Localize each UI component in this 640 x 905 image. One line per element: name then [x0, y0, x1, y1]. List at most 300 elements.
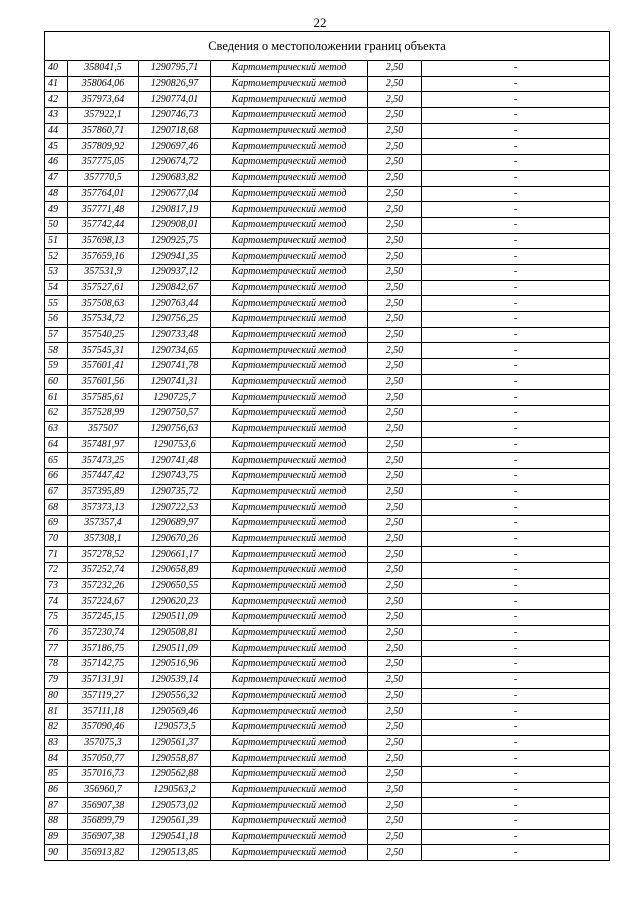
method-cell: Картометрический метод: [211, 672, 368, 688]
method-cell: Картометрический метод: [211, 704, 368, 720]
x-coordinate-cell: 357357,4: [68, 515, 139, 531]
table-row: [45, 500, 610, 516]
table-row: [45, 610, 610, 626]
description-cell: -: [422, 735, 610, 751]
method-cell: Картометрический метод: [211, 578, 368, 594]
accuracy-cell: 2,50: [368, 359, 422, 375]
method-cell: Картометрический метод: [211, 280, 368, 296]
y-coordinate-cell: 1290743,75: [139, 468, 211, 484]
y-coordinate-cell: 1290817,19: [139, 202, 211, 218]
method-cell: Картометрический метод: [211, 563, 368, 579]
point-number-cell: 57: [45, 327, 68, 343]
table-row: [45, 233, 610, 249]
y-coordinate-cell: 1290541,18: [139, 829, 211, 845]
table-row: [45, 421, 610, 437]
x-coordinate-cell: 358064,06: [68, 76, 139, 92]
x-coordinate-cell: 357481,97: [68, 437, 139, 453]
method-cell: Картометрический метод: [211, 594, 368, 610]
description-cell: -: [422, 672, 610, 688]
description-cell: -: [422, 280, 610, 296]
method-cell: Картометрический метод: [211, 202, 368, 218]
accuracy-cell: 2,50: [368, 186, 422, 202]
point-number-cell: 62: [45, 406, 68, 422]
description-cell: -: [422, 421, 610, 437]
method-cell: Картометрический метод: [211, 641, 368, 657]
y-coordinate-cell: 1290689,97: [139, 515, 211, 531]
accuracy-cell: 2,50: [368, 312, 422, 328]
description-cell: -: [422, 264, 610, 280]
point-number-cell: 87: [45, 798, 68, 814]
description-cell: -: [422, 327, 610, 343]
method-cell: Картометрический метод: [211, 421, 368, 437]
method-cell: Картометрический метод: [211, 766, 368, 782]
table-row: [45, 782, 610, 798]
y-coordinate-cell: 1290539,14: [139, 672, 211, 688]
x-coordinate-cell: 357508,63: [68, 296, 139, 312]
point-number-cell: 74: [45, 594, 68, 610]
x-coordinate-cell: 357528,99: [68, 406, 139, 422]
y-coordinate-cell: 1290756,25: [139, 312, 211, 328]
x-coordinate-cell: 357771,48: [68, 202, 139, 218]
method-cell: Картометрический метод: [211, 406, 368, 422]
point-number-cell: 53: [45, 264, 68, 280]
point-number-cell: 51: [45, 233, 68, 249]
accuracy-cell: 2,50: [368, 123, 422, 139]
point-number-cell: 86: [45, 782, 68, 798]
x-coordinate-cell: 357447,42: [68, 468, 139, 484]
y-coordinate-cell: 1290508,81: [139, 625, 211, 641]
y-coordinate-cell: 1290937,12: [139, 264, 211, 280]
y-coordinate-cell: 1290842,67: [139, 280, 211, 296]
table-row: [45, 296, 610, 312]
table-row: [45, 249, 610, 265]
y-coordinate-cell: 1290725,7: [139, 390, 211, 406]
y-coordinate-cell: 1290573,5: [139, 719, 211, 735]
description-cell: -: [422, 437, 610, 453]
description-cell: -: [422, 657, 610, 673]
method-cell: Картометрический метод: [211, 610, 368, 626]
y-coordinate-cell: 1290733,48: [139, 327, 211, 343]
accuracy-cell: 2,50: [368, 563, 422, 579]
x-coordinate-cell: 357230,74: [68, 625, 139, 641]
accuracy-cell: 2,50: [368, 500, 422, 516]
y-coordinate-cell: 1290658,89: [139, 563, 211, 579]
description-cell: -: [422, 359, 610, 375]
x-coordinate-cell: 356907,38: [68, 829, 139, 845]
description-cell: -: [422, 217, 610, 233]
y-coordinate-cell: 1290741,31: [139, 374, 211, 390]
point-number-cell: 42: [45, 92, 68, 108]
table-row: [45, 578, 610, 594]
description-cell: -: [422, 751, 610, 767]
x-coordinate-cell: 357659,16: [68, 249, 139, 265]
method-cell: Картометрический метод: [211, 390, 368, 406]
y-coordinate-cell: 1290756,63: [139, 421, 211, 437]
accuracy-cell: 2,50: [368, 468, 422, 484]
x-coordinate-cell: 357232,26: [68, 578, 139, 594]
method-cell: Картометрический метод: [211, 735, 368, 751]
accuracy-cell: 2,50: [368, 390, 422, 406]
table-row: [45, 155, 610, 171]
description-cell: -: [422, 798, 610, 814]
description-cell: -: [422, 155, 610, 171]
table-row: [45, 312, 610, 328]
accuracy-cell: 2,50: [368, 814, 422, 830]
accuracy-cell: 2,50: [368, 280, 422, 296]
method-cell: Картометрический метод: [211, 249, 368, 265]
x-coordinate-cell: 357308,1: [68, 531, 139, 547]
y-coordinate-cell: 1290750,57: [139, 406, 211, 422]
x-coordinate-cell: 357131,91: [68, 672, 139, 688]
y-coordinate-cell: 1290569,46: [139, 704, 211, 720]
table-row: [45, 484, 610, 500]
y-coordinate-cell: 1290677,04: [139, 186, 211, 202]
point-number-cell: 68: [45, 500, 68, 516]
table-row: [45, 437, 610, 453]
description-cell: -: [422, 625, 610, 641]
table-row: [45, 719, 610, 735]
point-number-cell: 83: [45, 735, 68, 751]
x-coordinate-cell: 357534,72: [68, 312, 139, 328]
x-coordinate-cell: 357186,75: [68, 641, 139, 657]
description-cell: -: [422, 249, 610, 265]
x-coordinate-cell: 357540,25: [68, 327, 139, 343]
x-coordinate-cell: 357585,61: [68, 390, 139, 406]
method-cell: Картометрический метод: [211, 359, 368, 375]
table-row: [45, 170, 610, 186]
x-coordinate-cell: 357473,25: [68, 453, 139, 469]
point-number-cell: 61: [45, 390, 68, 406]
x-coordinate-cell: 357698,13: [68, 233, 139, 249]
table-row: [45, 531, 610, 547]
point-number-cell: 46: [45, 155, 68, 171]
accuracy-cell: 2,50: [368, 249, 422, 265]
method-cell: Картометрический метод: [211, 155, 368, 171]
method-cell: Картометрический метод: [211, 829, 368, 845]
point-number-cell: 52: [45, 249, 68, 265]
accuracy-cell: 2,50: [368, 437, 422, 453]
y-coordinate-cell: 1290763,44: [139, 296, 211, 312]
accuracy-cell: 2,50: [368, 421, 422, 437]
accuracy-cell: 2,50: [368, 343, 422, 359]
y-coordinate-cell: 1290746,73: [139, 108, 211, 124]
y-coordinate-cell: 1290573,02: [139, 798, 211, 814]
table-row: [45, 217, 610, 233]
method-cell: Картометрический метод: [211, 657, 368, 673]
point-number-cell: 75: [45, 610, 68, 626]
method-cell: Картометрический метод: [211, 76, 368, 92]
x-coordinate-cell: 357742,44: [68, 217, 139, 233]
table-row: [45, 563, 610, 579]
table-row: [45, 814, 610, 830]
table-row: [45, 547, 610, 563]
method-cell: Картометрический метод: [211, 327, 368, 343]
description-cell: -: [422, 343, 610, 359]
y-coordinate-cell: 1290908,01: [139, 217, 211, 233]
y-coordinate-cell: 1290650,55: [139, 578, 211, 594]
table-row: [45, 657, 610, 673]
description-cell: -: [422, 468, 610, 484]
description-cell: -: [422, 719, 610, 735]
method-cell: Картометрический метод: [211, 170, 368, 186]
point-number-cell: 44: [45, 123, 68, 139]
x-coordinate-cell: 357050,77: [68, 751, 139, 767]
point-number-cell: 41: [45, 76, 68, 92]
table-row: [45, 515, 610, 531]
description-cell: -: [422, 563, 610, 579]
table-row: [45, 343, 610, 359]
y-coordinate-cell: 1290558,87: [139, 751, 211, 767]
x-coordinate-cell: 357775,05: [68, 155, 139, 171]
point-number-cell: 89: [45, 829, 68, 845]
x-coordinate-cell: 357770,5: [68, 170, 139, 186]
method-cell: Картометрический метод: [211, 547, 368, 563]
y-coordinate-cell: 1290734,65: [139, 343, 211, 359]
accuracy-cell: 2,50: [368, 264, 422, 280]
description-cell: -: [422, 688, 610, 704]
description-cell: -: [422, 233, 610, 249]
accuracy-cell: 2,50: [368, 798, 422, 814]
table-row: [45, 766, 610, 782]
x-coordinate-cell: 356907,38: [68, 798, 139, 814]
accuracy-cell: 2,50: [368, 625, 422, 641]
method-cell: Картометрический метод: [211, 61, 368, 77]
method-cell: Картометрический метод: [211, 186, 368, 202]
boundary-coordinates-table: [44, 31, 610, 861]
y-coordinate-cell: 1290556,32: [139, 688, 211, 704]
y-coordinate-cell: 1290511,09: [139, 641, 211, 657]
point-number-cell: 40: [45, 61, 68, 77]
method-cell: Картометрический метод: [211, 217, 368, 233]
y-coordinate-cell: 1290516,96: [139, 657, 211, 673]
point-number-cell: 66: [45, 468, 68, 484]
x-coordinate-cell: 357142,75: [68, 657, 139, 673]
y-coordinate-cell: 1290563,2: [139, 782, 211, 798]
point-number-cell: 69: [45, 515, 68, 531]
page-number: 22: [313, 15, 327, 30]
table-row: [45, 374, 610, 390]
y-coordinate-cell: 1290795,71: [139, 61, 211, 77]
point-number-cell: 71: [45, 547, 68, 563]
table-row: [45, 264, 610, 280]
method-cell: Картометрический метод: [211, 296, 368, 312]
point-number-cell: 76: [45, 625, 68, 641]
y-coordinate-cell: 1290513,85: [139, 845, 211, 861]
point-number-cell: 81: [45, 704, 68, 720]
point-number-cell: 77: [45, 641, 68, 657]
description-cell: -: [422, 782, 610, 798]
method-cell: Картометрический метод: [211, 814, 368, 830]
y-coordinate-cell: 1290925,75: [139, 233, 211, 249]
x-coordinate-cell: 357764,01: [68, 186, 139, 202]
accuracy-cell: 2,50: [368, 672, 422, 688]
x-coordinate-cell: 357245,15: [68, 610, 139, 626]
x-coordinate-cell: 357545,31: [68, 343, 139, 359]
description-cell: -: [422, 406, 610, 422]
accuracy-cell: 2,50: [368, 155, 422, 171]
point-number-cell: 84: [45, 751, 68, 767]
description-cell: -: [422, 92, 610, 108]
method-cell: Картометрический метод: [211, 531, 368, 547]
x-coordinate-cell: 357809,92: [68, 139, 139, 155]
table-row: [45, 672, 610, 688]
table-row: [45, 735, 610, 751]
y-coordinate-cell: 1290561,39: [139, 814, 211, 830]
point-number-cell: 49: [45, 202, 68, 218]
method-cell: Картометрический метод: [211, 468, 368, 484]
accuracy-cell: 2,50: [368, 374, 422, 390]
point-number-cell: 72: [45, 563, 68, 579]
x-coordinate-cell: 357601,41: [68, 359, 139, 375]
method-cell: Картометрический метод: [211, 453, 368, 469]
y-coordinate-cell: 1290826,97: [139, 76, 211, 92]
x-coordinate-cell: 357373,13: [68, 500, 139, 516]
description-cell: -: [422, 139, 610, 155]
point-number-cell: 73: [45, 578, 68, 594]
point-number-cell: 63: [45, 421, 68, 437]
table-title-row: [45, 32, 610, 61]
method-cell: Картометрический метод: [211, 233, 368, 249]
point-number-cell: 70: [45, 531, 68, 547]
method-cell: Картометрический метод: [211, 845, 368, 861]
point-number-cell: 64: [45, 437, 68, 453]
point-number-cell: 80: [45, 688, 68, 704]
x-coordinate-cell: 357601,56: [68, 374, 139, 390]
accuracy-cell: 2,50: [368, 202, 422, 218]
description-cell: -: [422, 704, 610, 720]
y-coordinate-cell: 1290511,09: [139, 610, 211, 626]
method-cell: Картометрический метод: [211, 688, 368, 704]
y-coordinate-cell: 1290683,82: [139, 170, 211, 186]
description-cell: -: [422, 296, 610, 312]
method-cell: Картометрический метод: [211, 312, 368, 328]
accuracy-cell: 2,50: [368, 719, 422, 735]
method-cell: Картометрический метод: [211, 798, 368, 814]
y-coordinate-cell: 1290562,88: [139, 766, 211, 782]
description-cell: -: [422, 170, 610, 186]
table-row: [45, 751, 610, 767]
description-cell: -: [422, 374, 610, 390]
y-coordinate-cell: 1290718,68: [139, 123, 211, 139]
description-cell: -: [422, 814, 610, 830]
table-row: [45, 704, 610, 720]
x-coordinate-cell: 358041,5: [68, 61, 139, 77]
description-cell: -: [422, 547, 610, 563]
method-cell: Картометрический метод: [211, 139, 368, 155]
table-title: Сведения о местоположении границ объекта: [45, 32, 610, 61]
accuracy-cell: 2,50: [368, 139, 422, 155]
x-coordinate-cell: 356899,79: [68, 814, 139, 830]
description-cell: -: [422, 610, 610, 626]
accuracy-cell: 2,50: [368, 76, 422, 92]
method-cell: Картометрический метод: [211, 751, 368, 767]
x-coordinate-cell: 357075,3: [68, 735, 139, 751]
description-cell: -: [422, 594, 610, 610]
accuracy-cell: 2,50: [368, 233, 422, 249]
x-coordinate-cell: 357395,89: [68, 484, 139, 500]
accuracy-cell: 2,50: [368, 594, 422, 610]
table-row: [45, 76, 610, 92]
method-cell: Картометрический метод: [211, 437, 368, 453]
table-row: [45, 92, 610, 108]
method-cell: Картометрический метод: [211, 108, 368, 124]
accuracy-cell: 2,50: [368, 766, 422, 782]
method-cell: Картометрический метод: [211, 719, 368, 735]
y-coordinate-cell: 1290774,01: [139, 92, 211, 108]
table-row: [45, 594, 610, 610]
table-row: [45, 327, 610, 343]
y-coordinate-cell: 1290941,35: [139, 249, 211, 265]
point-number-cell: 54: [45, 280, 68, 296]
point-number-cell: 65: [45, 453, 68, 469]
point-number-cell: 90: [45, 845, 68, 861]
method-cell: Картометрический метод: [211, 343, 368, 359]
point-number-cell: 50: [45, 217, 68, 233]
method-cell: Картометрический метод: [211, 515, 368, 531]
accuracy-cell: 2,50: [368, 108, 422, 124]
table-row: [45, 202, 610, 218]
point-number-cell: 67: [45, 484, 68, 500]
accuracy-cell: 2,50: [368, 547, 422, 563]
description-cell: -: [422, 202, 610, 218]
x-coordinate-cell: 356913,82: [68, 845, 139, 861]
description-cell: -: [422, 312, 610, 328]
description-cell: -: [422, 108, 610, 124]
table-row: [45, 280, 610, 296]
table-row: [45, 406, 610, 422]
point-number-cell: 59: [45, 359, 68, 375]
x-coordinate-cell: 357973,64: [68, 92, 139, 108]
description-cell: -: [422, 390, 610, 406]
accuracy-cell: 2,50: [368, 61, 422, 77]
y-coordinate-cell: 1290753,6: [139, 437, 211, 453]
x-coordinate-cell: 356960,7: [68, 782, 139, 798]
point-number-cell: 60: [45, 374, 68, 390]
x-coordinate-cell: 357111,18: [68, 704, 139, 720]
table-body: [45, 61, 610, 861]
accuracy-cell: 2,50: [368, 578, 422, 594]
description-cell: -: [422, 829, 610, 845]
table-row: [45, 390, 610, 406]
accuracy-cell: 2,50: [368, 406, 422, 422]
method-cell: Картометрический метод: [211, 264, 368, 280]
point-number-cell: 82: [45, 719, 68, 735]
x-coordinate-cell: 357224,67: [68, 594, 139, 610]
accuracy-cell: 2,50: [368, 296, 422, 312]
table-row: [45, 359, 610, 375]
description-cell: -: [422, 515, 610, 531]
method-cell: Картометрический метод: [211, 123, 368, 139]
table-row: [45, 108, 610, 124]
method-cell: Картометрический метод: [211, 374, 368, 390]
point-number-cell: 47: [45, 170, 68, 186]
method-cell: Картометрический метод: [211, 92, 368, 108]
y-coordinate-cell: 1290741,48: [139, 453, 211, 469]
point-number-cell: 58: [45, 343, 68, 359]
table-row: [45, 453, 610, 469]
x-coordinate-cell: 357090,46: [68, 719, 139, 735]
point-number-cell: 78: [45, 657, 68, 673]
description-cell: -: [422, 531, 610, 547]
point-number-cell: 88: [45, 814, 68, 830]
accuracy-cell: 2,50: [368, 327, 422, 343]
y-coordinate-cell: 1290674,72: [139, 155, 211, 171]
accuracy-cell: 2,50: [368, 704, 422, 720]
accuracy-cell: 2,50: [368, 531, 422, 547]
accuracy-cell: 2,50: [368, 735, 422, 751]
accuracy-cell: 2,50: [368, 829, 422, 845]
accuracy-cell: 2,50: [368, 217, 422, 233]
